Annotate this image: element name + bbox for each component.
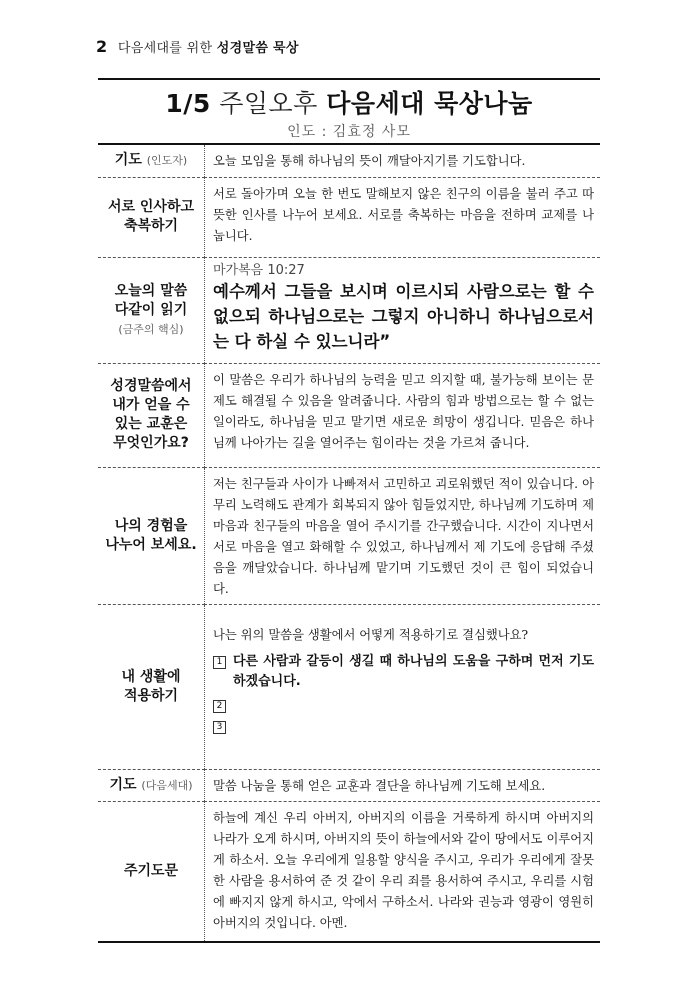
label-line: 나누어 보세요.	[105, 536, 197, 553]
label-line: 적용하기	[123, 687, 179, 704]
label-line: 내 생활에	[121, 668, 181, 685]
title-service: 주일오후	[219, 89, 318, 118]
label-line: 다같이 읽기	[114, 301, 188, 318]
label-experience	[98, 467, 205, 604]
row-greeting	[98, 177, 600, 257]
label-text: 기도	[114, 152, 142, 169]
row-lords-prayer	[98, 801, 600, 942]
row-experience	[98, 467, 600, 604]
label-line: 무엇인가요?	[113, 435, 189, 451]
label-lesson	[98, 363, 205, 467]
experience-text: 저는 친구들과 사이가 나빠져서 고민하고 괴로워했던 적이 있습니다. 아무리 노력해도 관계가 회복되지 않아 힘들었지만, 하나님께 기도하며 제 마음과 친구들의 마음을 열어 주시기를 간구했습니다. 시간이 지나면서 서로 마음을 열고 화해할 수 있었고, 하나님께서 제 기도에 응답해 주셨음을 깨달았습니다. 하나님께 맡기며 기도했던 것이 큰 힘이 되었습니다.	[213, 476, 594, 596]
top-rule	[98, 78, 600, 80]
lords-prayer-text: 하늘에 계신 우리 아버지, 아버지의 이름을 거룩하게 하시며 아버지의 나라가 오게 하시며, 아버지의 뜻이 하늘에서와 같이 땅에서도 이루어지게 하소서. 오늘 우리에게 일용할 양식을 주시고, 우리가 우리에게 잘못한 사람을 용서하여 준 것 같이 우리 죄를 용서하여 주시고, 우리를 시험에 빠지지 않게 하시고, 악에서 구하소서. 나라와 권능과 영광이 영원히 아버지의 것입니다. 아멘.	[213, 810, 594, 930]
apply-item-text[interactable]: 다른 사람과 갈등이 생길 때 하나님의 도움을 구하며 먼저 기도하겠습니다.	[233, 653, 594, 689]
running-title-light: 다음세대를 위한	[117, 41, 213, 56]
label-line: 나의 경험을	[114, 517, 188, 534]
row-reading	[98, 257, 600, 363]
leader-line: 인도 : 김효정 사모	[287, 124, 411, 140]
running-header	[96, 37, 299, 56]
label-closing-prayer	[98, 769, 205, 801]
running-title-bold: 성경말씀 묵상	[216, 41, 299, 56]
label-line: 있는 교훈은	[114, 416, 188, 432]
opening-prayer-text: 오늘 모임을 통해 하나님의 뜻이 깨달아지기를 기도합니다.	[213, 154, 526, 168]
label-sub: (금주의 핵심)	[118, 322, 184, 336]
label-line: 서로 인사하고	[107, 199, 195, 215]
label-reading	[98, 257, 205, 363]
checkbox-1[interactable]: 1	[213, 656, 226, 669]
label-opening-prayer	[98, 144, 205, 177]
page-number: 2	[96, 37, 108, 56]
reading-cell	[205, 257, 601, 363]
apply-item-1	[213, 652, 594, 692]
devotion-table	[98, 143, 600, 943]
title-date: 1/5	[165, 89, 211, 118]
label-sub: (다음세대)	[141, 778, 193, 792]
apply-question: 나는 위의 말씀을 생활에서 어떻게 적용하기로 결심했나요?	[213, 627, 529, 642]
verse-reference: 마가복음 10:27	[213, 262, 305, 278]
verse-text: 예수께서 그들을 보시며 이르시되 사람으로는 할 수 없으되 하나님으로는 그렇지 아니하니 하나님으로서는 다 하실 수 있느니라”	[213, 281, 594, 351]
page-title	[98, 84, 600, 120]
label-line: 내가 얻을 수	[112, 397, 190, 413]
checkbox-3[interactable]: 3	[213, 721, 226, 734]
row-lesson	[98, 363, 600, 467]
greeting-text: 서로 돌아가며 오늘 한 번도 말해보지 않은 친구의 이름을 불러 주고 따뜻한 인사를 나누어 보세요. 서로를 축복하는 마음을 전하며 교제를 나눕니다.	[213, 186, 594, 243]
label-sub: (인도자)	[146, 154, 188, 168]
row-closing-prayer	[98, 769, 600, 801]
title-main: 다음세대 묵상나눔	[326, 89, 533, 118]
closing-prayer-text: 말씀 나눔을 통해 얻은 교훈과 결단을 하나님께 기도해 보세요.	[213, 778, 546, 793]
label-apply	[98, 604, 205, 769]
apply-item-3	[213, 717, 594, 734]
label-line: 성경말씀에서	[110, 378, 192, 394]
apply-item-2	[213, 696, 594, 713]
apply-cell	[205, 604, 601, 769]
label-line: 오늘의 말씀	[114, 282, 188, 299]
label-text: 기도	[109, 776, 137, 793]
label-text: 주기도문	[123, 862, 179, 879]
row-apply	[98, 604, 600, 769]
label-lords-prayer	[98, 801, 205, 942]
label-greeting	[98, 177, 205, 257]
row-opening-prayer	[98, 144, 600, 177]
checkbox-2[interactable]: 2	[213, 700, 226, 713]
label-line: 축복하기	[123, 218, 179, 234]
lesson-text: 이 말씀은 우리가 하나님의 능력을 믿고 의지할 때, 불가능해 보이는 문제도 해결될 수 있음을 알려줍니다. 사람의 힘과 방법으로는 할 수 없는 일이라도, 하나님을 믿고 맡기면 새로운 희망이 생깁니다. 믿음은 하나님께 나아가는 길을 열어주는 힘이라는 것을 가르쳐 줍니다.	[213, 372, 594, 450]
